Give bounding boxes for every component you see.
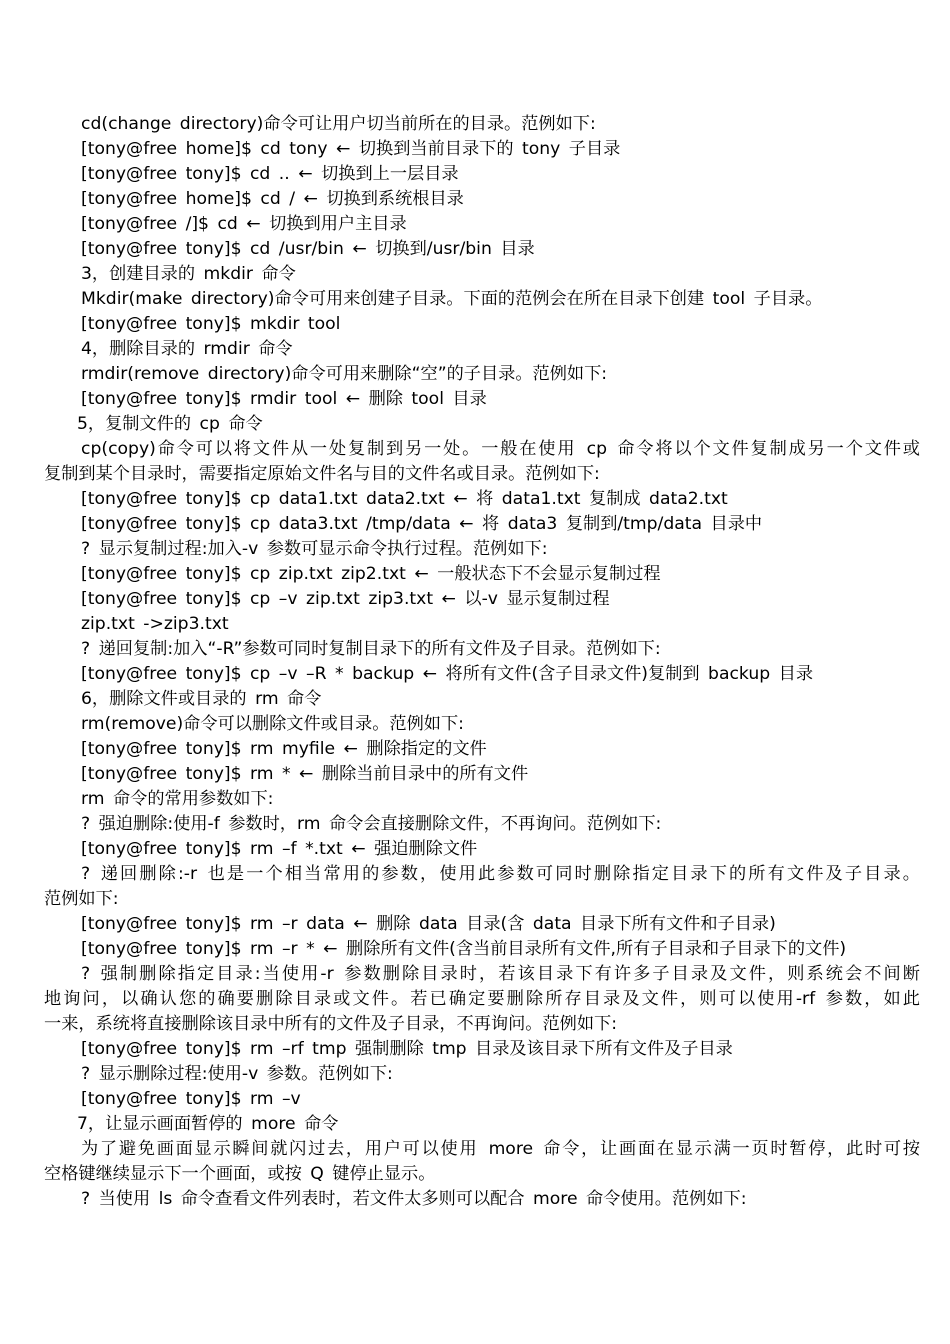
text-line: cd(change directory)命令可让用户切当前所在的目录。范例如下: [81,114,596,134]
bullet-line: ? 递回删除:-r 也是一个相当常用的参数，使用此参数可同时删除指定目录下的所有文件及子目录。 [81,864,920,884]
code-line: [tony@free tony]$ rm –r data ← 删除 data 目录(含 data 目录下所有文件和子目录) [81,914,776,934]
text-line: cp(copy)命令可以将文件从一处复制到另一处。一般在使用 cp 命令将以个文件复制成另一个文件或 [81,439,920,459]
code-line: [tony@free tony]$ cp –v zip.txt zip3.txt ← 以-v 显示复制过程 [81,589,610,609]
text-line: 一来，系统将直接删除该目录中所有的文件及子目录，不再询问。范例如下: [44,1014,617,1034]
text-line: 空格键继续显示下一个画面，或按 Q 键停止显示。 [44,1164,436,1184]
code-line: [tony@free /]$ cd ← 切换到用户主目录 [81,214,407,234]
text-line: rm(remove)命令可以删除文件或目录。范例如下: [81,714,464,734]
bullet-line: ? 强迫删除:使用-f 参数时，rm 命令会直接删除文件，不再询问。范例如下: [81,814,662,834]
bullet-line: ? 当使用 ls 命令查看文件列表时，若文件太多则可以配合 more 命令使用。范例如下: [81,1189,747,1209]
bullet-line: ? 显示复制过程:加入-v 参数可显示命令执行过程。范例如下: [81,539,548,559]
code-line: [tony@free tony]$ rm myfile ← 删除指定的文件 [81,739,487,759]
text-line: rm 命令的常用参数如下: [81,789,274,809]
section-heading: 6，删除文件或目录的 rm 命令 [81,689,322,709]
section-heading: 7，让显示画面暂停的 more 命令 [77,1114,339,1134]
section-heading: 3，创建目录的 mkdir 命令 [81,264,296,284]
code-line: [tony@free tony]$ cd /usr/bin ← 切换到/usr/bin 目录 [81,239,535,259]
bullet-line: ? 显示删除过程:使用-v 参数。范例如下: [81,1064,393,1084]
code-line: [tony@free tony]$ rm –v [81,1089,301,1109]
text-line: rmdir(remove directory)命令可用来删除“空”的子目录。范例如下: [81,364,608,384]
code-line: [tony@free tony]$ rm –rf tmp 强制删除 tmp 目录及该目录下所有文件及子目录 [81,1039,733,1059]
text-line: 为了避免画面显示瞬间就闪过去，用户可以使用 more 命令，让画面在显示满一页时暂停，此时可按 [81,1139,920,1159]
code-output-line: zip.txt ->zip3.txt [81,614,229,634]
code-line: [tony@free home]$ cd tony ← 切换到当前目录下的 tony 子目录 [81,139,621,159]
text-line: Mkdir(make directory)命令可用来创建子目录。下面的范例会在所在目录下创建 tool 子目录。 [81,289,823,309]
code-line: [tony@free tony]$ cd .. ← 切换到上一层目录 [81,164,459,184]
text-line: 范例如下: [44,889,119,909]
code-line: [tony@free tony]$ rmdir tool ← 删除 tool 目录 [81,389,487,409]
code-line: [tony@free tony]$ cp –v –R * backup ← 将所有文件(含子目录文件)复制到 backup 目录 [81,664,814,684]
section-heading: 5，复制文件的 cp 命令 [77,414,263,434]
code-line: [tony@free tony]$ cp zip.txt zip2.txt ← 一般状态下不会显示复制过程 [81,564,661,584]
bullet-line: ? 强制删除指定目录:当使用-r 参数删除目录时，若该目录下有许多子目录及文件，则系统会不间断 [81,964,920,984]
section-heading: 4，删除目录的 rmdir 命令 [81,339,293,359]
bullet-line: ? 递回复制:加入“-R”参数可同时复制目录下的所有文件及子目录。范例如下: [81,639,661,659]
code-line: [tony@free tony]$ rm * ← 删除当前目录中的所有文件 [81,764,529,784]
code-line: [tony@free tony]$ rm –r * ← 删除所有文件(含当前目录所有文件,所有子目录和子目录下的文件) [81,939,847,959]
document-page [0,112,950,1212]
code-line: [tony@free tony]$ rm –f *.txt ← 强迫删除文件 [81,839,478,859]
code-line: [tony@free tony]$ cp data3.txt /tmp/data ← 将 data3 复制到/tmp/data 目录中 [81,514,763,534]
code-line: [tony@free tony]$ mkdir tool [81,314,341,334]
text-line: 复制到某个目录时，需要指定原始文件名与目的文件名或目录。范例如下: [44,464,600,484]
code-line: [tony@free home]$ cd / ← 切换到系统根目录 [81,189,464,209]
code-line: [tony@free tony]$ cp data1.txt data2.txt ← 将 data1.txt 复制成 data2.txt [81,489,728,509]
text-line: 地询问，以确认您的确要删除目录或文件。若已确定要删除所存目录及文件，则可以使用-rf 参数，如此 [44,989,920,1009]
